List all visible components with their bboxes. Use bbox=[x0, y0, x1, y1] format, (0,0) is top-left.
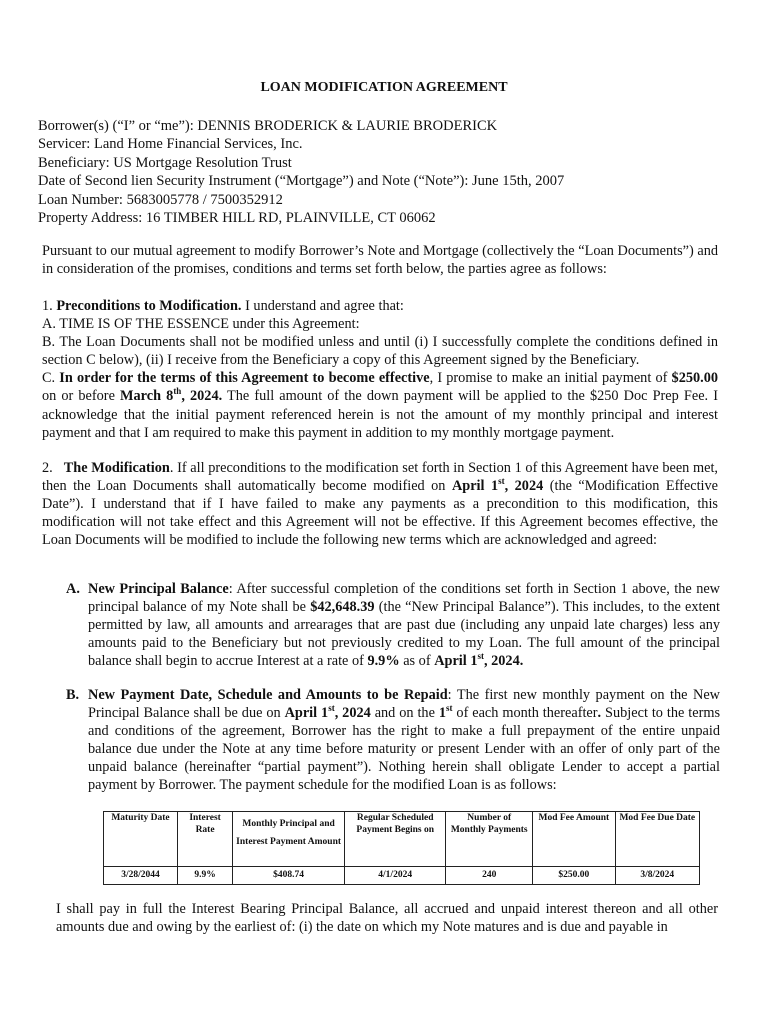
item-b-date-year: , 2024 bbox=[334, 705, 371, 722]
section-2-date: April 1 bbox=[451, 478, 499, 495]
header-interest-rate: Interest Rate bbox=[177, 812, 232, 867]
section-1-lead: I understand and agree that: bbox=[245, 298, 404, 314]
section-1-clause-c bbox=[42, 369, 718, 441]
cell-maturity-date: 3/28/2044 bbox=[104, 867, 178, 885]
item-b-label: B. bbox=[66, 687, 80, 703]
clause-c-text2: on or before bbox=[42, 388, 115, 405]
header-number-of-payments: Number of Monthly Payments bbox=[446, 812, 533, 867]
item-b-text bbox=[88, 686, 720, 795]
clause-c-text3: The full amount of the down payment will be applied to the $250 Doc Prep Fee. I acknowledge that the initial payment referenced herein is not the amount of my monthly principal and interest payment and that I am required to make this payment in addition to my monthly mortgage payment. bbox=[42, 388, 718, 441]
header-mod-fee-amount: Mod Fee Amount bbox=[533, 812, 616, 867]
clause-c-bold: In order for the terms of this Agreement to become effective bbox=[59, 370, 430, 387]
initial-payment-date bbox=[120, 388, 222, 404]
borrower-line: Borrower(s) (“I” or “me”): DENNIS BRODERICK & LAURIE BRODERICK bbox=[38, 118, 498, 134]
document-title: LOAN MODIFICATION AGREEMENT bbox=[260, 80, 508, 95]
interest-rate: 9.9% bbox=[367, 653, 400, 670]
servicer-line: Servicer: Land Home Financial Services, Inc. bbox=[38, 136, 303, 153]
item-b-period: . bbox=[597, 705, 602, 722]
instrument-date-line: Date of Second lien Security Instrument (“Mortgage”) and Note (“Note”): June 15th, 2007 bbox=[38, 173, 565, 190]
beneficiary-line: Beneficiary: US Mortgage Resolution Trust bbox=[38, 154, 292, 171]
clause-c-date-sup: th bbox=[173, 386, 182, 397]
item-b-text2: and on the bbox=[374, 705, 435, 722]
item-b-heading: New Payment Date, Schedule and Amounts to be Repaid bbox=[88, 687, 448, 703]
section-2-number: 2. bbox=[42, 460, 53, 476]
item-a-date: April 1 bbox=[434, 653, 478, 670]
table-row bbox=[104, 867, 700, 885]
initial-payment-amount: $250.00 bbox=[671, 370, 719, 387]
section-2-date-sup: st bbox=[498, 476, 505, 487]
section-1-heading: Preconditions to Modification. bbox=[56, 298, 242, 314]
section-1 bbox=[42, 297, 718, 442]
item-a-text1: : After successful completion of the conditions set forth in Section 1 above, the new principal balance of my Note shall be bbox=[88, 581, 721, 616]
clause-c-text1: , I promise to make an initial payment of bbox=[429, 370, 668, 387]
item-a-heading: New Principal Balance bbox=[88, 581, 229, 597]
item-a-label: A. bbox=[66, 581, 80, 597]
cell-monthly-payment: $408.74 bbox=[233, 867, 345, 885]
clause-c-label: C. bbox=[42, 370, 56, 387]
section-1-heading-line bbox=[42, 297, 718, 315]
item-a-text bbox=[88, 580, 720, 670]
clause-c-date-year: , 2024. bbox=[181, 388, 223, 405]
section-2-heading: The Modification bbox=[63, 460, 170, 476]
table-header-row bbox=[104, 812, 700, 867]
item-a-new-principal-balance bbox=[66, 580, 721, 670]
payment-day bbox=[439, 705, 453, 721]
payment-schedule-table bbox=[103, 811, 700, 885]
item-b-day-sup: st bbox=[446, 703, 453, 714]
cell-mod-fee-amount: $250.00 bbox=[533, 867, 616, 885]
header-payment-begins: Regular Scheduled Payment Begins on bbox=[345, 812, 446, 867]
property-address-line: Property Address: 16 TIMBER HILL RD, PLAINVILLE, CT 06062 bbox=[38, 210, 436, 227]
new-principal-amount: $42,648.39 bbox=[310, 599, 375, 616]
item-b-text3: of each month thereafter bbox=[456, 705, 598, 722]
item-b-text1: : The first new monthly payment on the New Principal Balance shall be due on bbox=[88, 687, 721, 722]
first-payment-date bbox=[285, 705, 371, 721]
cell-interest-rate: 9.9% bbox=[177, 867, 232, 885]
loan-header-info bbox=[38, 117, 564, 227]
cell-payment-begins: 4/1/2024 bbox=[345, 867, 446, 885]
section-2-date-year: , 2024 bbox=[504, 478, 544, 495]
section-2-text1: . If all preconditions to the modification set forth in Section 1 of this Agreement have been met, then the Loan Documents shall automatically become modified on bbox=[42, 460, 718, 495]
clause-c-date: March 8 bbox=[120, 388, 174, 405]
cell-mod-fee-due-date: 3/8/2024 bbox=[615, 867, 699, 885]
loan-number-line: Loan Number: 5683005778 / 7500352912 bbox=[38, 191, 283, 208]
header-maturity-date: Maturity Date bbox=[104, 812, 178, 867]
item-b-date-sup: st bbox=[328, 703, 335, 714]
item-a-date-year: , 2024. bbox=[483, 653, 524, 670]
section-2-text2: (the “Modification Effective Date”). I understand that if I have failed to make any payments as a precondition to this modification, this modification will not take effect and this Agreement will not be effective. If this Agreement becomes effective, the Loan Documents will be modified to include the following new terms which are acknowledged and agreed: bbox=[42, 478, 719, 549]
intro-paragraph: Pursuant to our mutual agreement to modify Borrower’s Note and Mortgage (collectively the “Loan Documents”) and in consideration of the promises, conditions and terms set forth below, the parties agree as follows: bbox=[42, 243, 718, 278]
item-a-date-sup: st bbox=[477, 651, 484, 662]
item-b-day: 1 bbox=[438, 705, 446, 722]
item-b-text4: Subject to the terms and conditions of the agreement, Borrower has the right to make a full prepayment of the entire unpaid balance due under the Note at any time before maturity or present Lender with an offer of only part of the unpaid balance (hereinafter “partial payment”). Nothing herein shall obligate Lender to accept a partial payment by Borrower. The payment schedule for the modified Loan is as follows: bbox=[88, 705, 721, 794]
item-b-date: April 1 bbox=[284, 705, 329, 722]
section-1-clause-a: A. TIME IS OF THE ESSENCE under this Agreement: bbox=[42, 316, 360, 333]
closing-paragraph: I shall pay in full the Interest Bearing Principal Balance, all accrued and unpaid interest thereon and all other amounts due and owing by the earliest of: (i) the date on which my Note matures and is due and payable in bbox=[56, 901, 718, 936]
modification-effective-date bbox=[452, 478, 543, 494]
section-2 bbox=[42, 459, 718, 549]
interest-accrual-date bbox=[434, 653, 523, 669]
item-a-text2: (the “New Principal Balance”). This includes, to the extent permitted by law, all amounts and arrearages that are past due (including any unpaid late charges) less any amounts paid to the Beneficiary but not previously credited to my Loan. The full amount of the principal balance shall begin to accrue Interest at a rate of bbox=[88, 599, 720, 670]
header-monthly-payment: Monthly Principal and Interest Payment Amount bbox=[233, 812, 345, 867]
item-b-payment-schedule bbox=[66, 686, 721, 795]
item-a-text3: as of bbox=[403, 653, 431, 670]
section-1-number: 1. bbox=[42, 298, 53, 314]
cell-number-of-payments: 240 bbox=[446, 867, 533, 885]
section-1-clause-b: B. The Loan Documents shall not be modified unless and until (i) I successfully complete the conditions defined in section C below), (ii) I receive from the Beneficiary a copy of this Agreement signed by the Beneficiary. bbox=[42, 334, 718, 369]
header-mod-fee-due-date: Mod Fee Due Date bbox=[615, 812, 699, 867]
